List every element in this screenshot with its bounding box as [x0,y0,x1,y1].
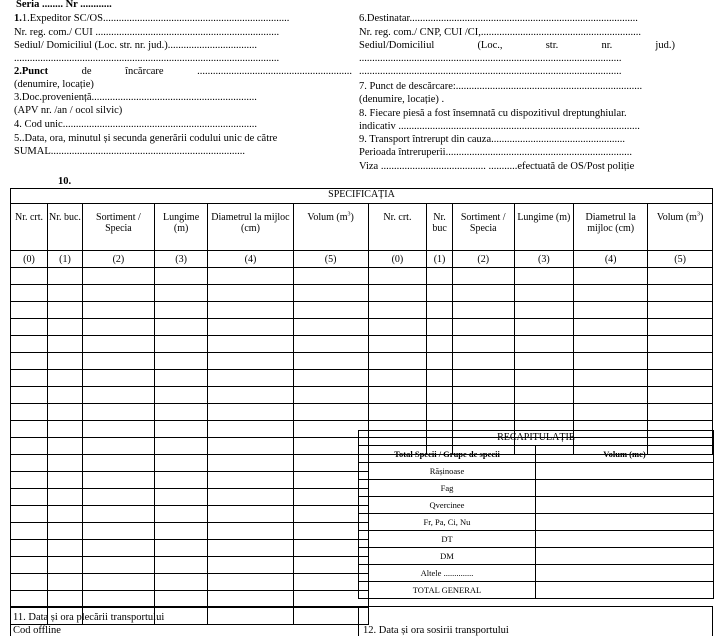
spec-cell[interactable] [293,591,368,608]
spec-cell[interactable] [293,438,368,455]
spec-cell[interactable] [293,574,368,591]
table-row [11,336,713,353]
spec-cell[interactable] [514,285,574,302]
spec-cell[interactable] [452,336,514,353]
spec-cell[interactable] [48,557,83,574]
spec-cell[interactable] [48,387,83,404]
hdr-lungime: Lungime (m) [154,204,207,251]
left-reg-com[interactable]: Nr. reg. com./ CUI ...................................................................... [14,27,280,38]
recap-value-cell[interactable] [536,480,714,497]
destinatar-line[interactable]: 6.Destinatar....................................................................................... [359,13,638,24]
spec-cell[interactable] [11,540,48,557]
spec-cell[interactable] [48,268,83,285]
spec-cell[interactable] [427,387,453,404]
spec-cell[interactable] [154,574,207,591]
hdr-nr-crt: Nr. crt. [11,204,48,251]
spec-cell[interactable] [154,370,207,387]
spec-cell[interactable] [48,438,83,455]
spec-cell[interactable] [48,591,83,608]
right-dots-1[interactable]: .................................................................................................... [359,53,622,64]
spec-cell[interactable] [293,523,368,540]
spec-cell[interactable] [452,353,514,370]
hdr-sortiment: Sortiment / Specia [82,204,154,251]
expeditor-line[interactable]: 1.1.Expeditor SC/OS....................................................................... [14,13,290,24]
spec-cell[interactable] [514,387,574,404]
spec-cell[interactable] [11,472,48,489]
recap-value-cell[interactable] [536,565,714,582]
recap-dm: DM [359,548,536,565]
spec-cell[interactable] [11,353,48,370]
spec-cell[interactable] [48,302,83,319]
spec-cell[interactable] [574,353,648,370]
spec-cell[interactable] [11,523,48,540]
hdr-nr-crt-2: Nr. crt. [368,204,427,251]
spec-cell[interactable] [452,285,514,302]
hdr-diametru-2: Diametrul la mijloc (cm) [574,204,648,251]
spec-cell[interactable] [48,506,83,523]
spec-cell[interactable] [11,370,48,387]
spec-cell[interactable] [427,353,453,370]
spec-cell[interactable] [82,370,154,387]
spec-cell[interactable] [154,319,207,336]
recap-title: RECAPITULAȚIE [359,431,714,446]
recap-dt: DT [359,531,536,548]
spec-cell[interactable] [648,285,713,302]
spec-cell[interactable] [11,438,48,455]
spec-cell[interactable] [82,404,154,421]
sediul-str: str. [545,40,559,51]
spec-cell[interactable] [368,370,427,387]
spec-cell[interactable] [48,574,83,591]
spec-cell[interactable] [574,404,648,421]
spec-cell[interactable] [293,472,368,489]
spec-cell[interactable] [514,268,574,285]
data-sosire[interactable]: 12. Data și ora sosirii transportului [363,625,509,636]
hdr-nr-buc-2: Nr. buc [427,204,453,251]
spec-cell[interactable] [368,268,427,285]
spec-cell[interactable] [154,506,207,523]
data-plecare[interactable]: 11. Data și ora plecării transportului [13,612,165,623]
idx-cell: (0) [11,251,48,268]
spec-cell[interactable] [154,421,207,438]
hdr-sortiment-2: Sortiment / Specia [452,204,514,251]
spec-cell[interactable] [293,353,368,370]
spec-cell[interactable] [48,523,83,540]
bottom-divider [358,607,359,636]
table-row [11,404,713,421]
expeditor-text: 1.Expeditor SC/OS....................................................................... [21,13,290,24]
spec-cell[interactable] [452,387,514,404]
data-generare: 5..Data, ora, minutul și secunda generării codului unic de către [14,133,278,144]
spec-cell[interactable] [648,404,713,421]
spec-cell[interactable] [11,455,48,472]
perioada-intreruperii[interactable]: Perioada întreruperii....................................................................... [359,147,632,158]
spec-cell[interactable] [648,268,713,285]
right-sediul [359,40,675,52]
spec-cell[interactable] [427,404,453,421]
spec-cell[interactable] [208,268,293,285]
spec-cell[interactable] [452,319,514,336]
spec-cell[interactable] [427,336,453,353]
seria-line: Seria ........ Nr ............ [16,0,112,10]
table-row [11,285,713,302]
spec-cell[interactable] [574,319,648,336]
spec-cell[interactable] [154,302,207,319]
recap-rasinoase: Rășinoase [359,463,536,480]
spec-cell[interactable] [48,319,83,336]
table-row [11,268,713,285]
spec-cell[interactable] [368,404,427,421]
cod-offline[interactable]: Cod offline [13,625,61,636]
hdr-nr-buc: Nr. buc. [48,204,83,251]
apv-label: (APV nr. /an / ocol silvic) [14,105,123,116]
indicativ-line[interactable]: indicativ ............................................................................................ [359,121,640,132]
punct-incarcare[interactable] [14,66,352,78]
spec-cell[interactable] [11,421,48,438]
spec-header-row [11,204,713,251]
idx-cell: (4) [574,251,648,268]
spec-cell[interactable] [368,353,427,370]
spec-cell[interactable] [368,319,427,336]
recap-altele: Altele .............. [359,565,536,582]
spec-cell[interactable] [154,557,207,574]
recap-value-cell[interactable] [536,531,714,548]
spec-cell[interactable] [648,319,713,336]
table-row [11,302,713,319]
spec-cell[interactable] [208,455,293,472]
recap-value-cell[interactable] [536,582,714,599]
sediul-nr: nr. [601,40,613,51]
spec-cell[interactable] [208,557,293,574]
spec-cell[interactable] [452,268,514,285]
spec-cell[interactable] [82,523,154,540]
fiecare-piesa: 8. Fiecare piesă a fost însemnată cu dispozitivul dreptunghiular. [359,108,627,119]
spec-cell[interactable] [48,353,83,370]
idx-cell: (5) [648,251,713,268]
spec-cell[interactable] [11,591,48,608]
table-row [11,387,713,404]
spec-cell[interactable] [208,438,293,455]
spec-cell[interactable] [48,489,83,506]
spec-cell[interactable] [82,421,154,438]
spec-cell[interactable] [293,540,368,557]
left-denumire: (denumire, locație) [14,79,94,90]
spec-cell[interactable] [452,370,514,387]
spec-cell[interactable] [154,455,207,472]
spec-cell[interactable] [82,591,154,608]
spec-cell[interactable] [574,302,648,319]
spec-cell[interactable] [368,336,427,353]
spec-cell[interactable] [82,302,154,319]
spec-cell[interactable] [82,472,154,489]
sediul-jud: jud.) [655,40,675,51]
right-dots-2[interactable]: .................................................................................................... [359,66,622,77]
spec-cell[interactable] [154,353,207,370]
spec-index-row [11,251,713,268]
recap-fr-pa-ci-nu: Fr, Pa, Ci, Nu [359,514,536,531]
recap-col-volum: Volum (mc) [536,446,714,463]
idx-cell: (2) [82,251,154,268]
spec-cell[interactable] [154,591,207,608]
transport-intrerupt[interactable]: 9. Transport întrerupt din cauza................................................... [359,134,625,145]
recap-value-cell[interactable] [536,497,714,514]
spec-cell[interactable] [293,506,368,523]
spec-cell[interactable] [11,302,48,319]
spec-cell[interactable] [11,574,48,591]
spec-cell[interactable] [82,489,154,506]
sumal-line[interactable]: SUMAL.......................................................................... [14,146,246,157]
spec-cell[interactable] [48,472,83,489]
spec-cell[interactable] [452,404,514,421]
spec-cell[interactable] [208,336,293,353]
spec-cell[interactable] [208,319,293,336]
spec-cell[interactable] [82,268,154,285]
section-10-label: 10. [58,176,72,187]
spec-cell[interactable] [82,387,154,404]
spec-cell[interactable] [208,285,293,302]
spec-cell[interactable] [208,506,293,523]
spec-cell[interactable] [208,370,293,387]
spec-cell[interactable] [154,438,207,455]
spec-cell[interactable] [154,523,207,540]
punct-de: de [81,66,92,77]
spec-cell[interactable] [208,591,293,608]
recap-value-cell[interactable] [536,463,714,480]
spec-cell[interactable] [154,285,207,302]
idx-cell: (0) [368,251,427,268]
idx-cell: (3) [514,251,574,268]
spec-cell[interactable] [293,336,368,353]
recap-qvercinee: Qvercinee [359,497,536,514]
right-denumire: (denumire, locație) . [359,94,445,105]
cod-unic[interactable]: 4. Cod unic.......................................................................... [14,119,257,130]
hdr-volum-2: Volum $(m^3)$ [648,204,713,251]
spec-cell[interactable] [293,557,368,574]
spec-cell[interactable] [208,523,293,540]
spec-cell[interactable] [293,421,368,438]
left-sediul[interactable]: Sediul/ Domiciliul (Loc. str. nr. jud.).................................. [14,40,257,51]
spec-cell[interactable] [293,268,368,285]
hdr-diametru: Diametrul la mijloc (cm) [208,204,293,251]
idx-cell: (5) [293,251,368,268]
idx-cell: (1) [48,251,83,268]
spec-cell[interactable] [11,319,48,336]
punct-dots: ........................................................... [197,66,352,77]
sediul-loc: (Loc., [477,40,503,51]
spec-cell[interactable] [48,455,83,472]
specificatie-title: SPECIFICAȚIA [11,189,713,204]
spec-cell[interactable] [514,319,574,336]
punct-descarcare[interactable]: 7. Punct de descărcare:....................................................................... [359,81,643,92]
right-reg-com[interactable]: Nr. reg. com./ CNP, CUI /CI,............................................................. [359,27,642,38]
spec-cell[interactable] [208,489,293,506]
spec-cell[interactable] [82,319,154,336]
spec-cell[interactable] [48,404,83,421]
hdr-volum: Volum $(m^3)$ [293,204,368,251]
spec-cell[interactable] [514,404,574,421]
spec-cell[interactable] [574,285,648,302]
recap-total-general: TOTAL GENERAL [359,582,536,599]
recap-col-specii: Total Specii / Grupe de specii [359,446,536,463]
recap-value-cell[interactable] [536,514,714,531]
spec-cell[interactable] [11,404,48,421]
spec-cell[interactable] [82,540,154,557]
spec-cell[interactable] [427,370,453,387]
spec-cell[interactable] [293,285,368,302]
spec-cell[interactable] [574,370,648,387]
spec-cell[interactable] [208,353,293,370]
spec-cell[interactable] [514,370,574,387]
spec-cell[interactable] [648,302,713,319]
spec-cell[interactable] [293,319,368,336]
spec-cell[interactable] [11,336,48,353]
spec-cell[interactable] [208,472,293,489]
spec-cell[interactable] [368,302,427,319]
spec-cell[interactable] [82,353,154,370]
spec-cell[interactable] [11,268,48,285]
spec-cell[interactable] [648,370,713,387]
spec-cell[interactable] [208,540,293,557]
spec-cell[interactable] [154,336,207,353]
spec-cell[interactable] [82,455,154,472]
spec-cell[interactable] [154,404,207,421]
table-row [11,353,713,370]
recapitulatie-table [358,430,714,599]
spec-cell[interactable] [82,438,154,455]
spec-cell[interactable] [154,540,207,557]
spec-cell[interactable] [514,336,574,353]
spec-cell[interactable] [82,285,154,302]
spec-cell[interactable] [648,353,713,370]
bottom-section [10,606,713,636]
spec-cell[interactable] [82,557,154,574]
spec-cell[interactable] [452,302,514,319]
idx-cell: (1) [427,251,453,268]
spec-cell[interactable] [574,387,648,404]
spec-cell[interactable] [293,455,368,472]
spec-cell[interactable] [293,404,368,421]
spec-cell[interactable] [574,268,648,285]
idx-cell: (3) [154,251,207,268]
spec-cell[interactable] [11,489,48,506]
spec-cell[interactable] [11,285,48,302]
spec-cell[interactable] [427,285,453,302]
hdr-lungime-2: Lungime (m) [514,204,574,251]
spec-cell[interactable] [514,302,574,319]
spec-cell[interactable] [208,421,293,438]
doc-provenienta[interactable]: 3.Doc.proveniență............................................................... [14,92,257,103]
idx-cell: (2) [452,251,514,268]
spec-cell[interactable] [154,387,207,404]
spec-cell[interactable] [293,489,368,506]
spec-cell[interactable] [368,285,427,302]
spec-cell[interactable] [154,268,207,285]
spec-cell[interactable] [82,574,154,591]
spec-cell[interactable] [11,506,48,523]
spec-cell[interactable] [648,336,713,353]
spec-cell[interactable] [11,557,48,574]
spec-cell[interactable] [574,336,648,353]
spec-cell[interactable] [82,336,154,353]
recap-value-cell[interactable] [536,548,714,565]
spec-cell[interactable] [154,472,207,489]
idx-cell: (4) [208,251,293,268]
viza-line[interactable]: Viza ........................................ ...........efectuată de OS/Post poliție [359,161,635,172]
left-dots-line[interactable]: ..................................................................................................... [14,53,280,64]
spec-cell[interactable] [427,302,453,319]
spec-cell[interactable] [82,506,154,523]
spec-cell[interactable] [293,370,368,387]
spec-cell[interactable] [293,302,368,319]
punct-incarcare-word: încărcare [125,66,164,77]
recap-fag: Fag [359,480,536,497]
spec-cell[interactable] [208,302,293,319]
spec-cell[interactable] [293,387,368,404]
spec-cell[interactable] [208,574,293,591]
punct-label: 2.Punct [14,66,49,77]
spec-cell[interactable] [48,336,83,353]
spec-cell[interactable] [368,387,427,404]
spec-cell[interactable] [48,421,83,438]
table-row [11,319,713,336]
spec-cell[interactable] [427,319,453,336]
spec-cell[interactable] [648,387,713,404]
spec-cell[interactable] [48,285,83,302]
spec-cell[interactable] [514,353,574,370]
table-row [11,370,713,387]
spec-cell[interactable] [11,387,48,404]
spec-cell[interactable] [48,370,83,387]
spec-cell[interactable] [208,387,293,404]
spec-cell[interactable] [48,540,83,557]
sediul-label: Sediul/Domiciliul [359,40,435,51]
spec-cell[interactable] [208,404,293,421]
spec-cell[interactable] [154,489,207,506]
spec-cell[interactable] [427,268,453,285]
